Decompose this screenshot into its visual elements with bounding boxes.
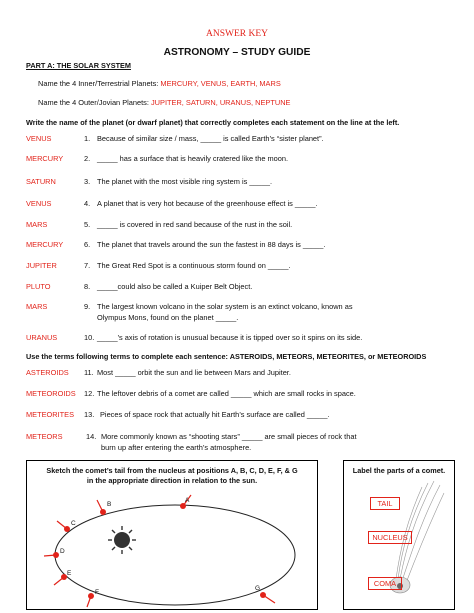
- answer-4: VENUS: [26, 199, 52, 208]
- answer-7: JUPITER: [26, 261, 57, 270]
- question-9-number: 9.: [84, 302, 91, 311]
- question-6-number: 6.: [84, 240, 91, 249]
- answer-1: VENUS: [26, 134, 52, 143]
- position-d-label: D: [60, 548, 65, 555]
- answer-6: MERCURY: [26, 240, 64, 249]
- question-1-number: 1.: [84, 134, 91, 143]
- answer-9: MARS: [26, 302, 48, 311]
- question-2-number: 2.: [84, 154, 91, 163]
- tail-e: [54, 577, 64, 585]
- question-5-number: 5.: [84, 220, 91, 229]
- question-5-text: _____ is covered in red sand because of the rust in the soil.: [97, 220, 293, 229]
- question-14-number: 14.: [86, 432, 97, 441]
- question-3-text: The planet with the most visible ring system is _____.: [97, 177, 272, 186]
- answer-5: MARS: [26, 220, 48, 229]
- answer-13: METEORITES: [26, 410, 75, 419]
- label-tail: TAIL: [370, 497, 400, 510]
- label-coma: COMA: [368, 577, 402, 590]
- answer-11: ASTEROIDS: [26, 368, 69, 377]
- part-a-heading: PART A: THE SOLAR SYSTEM: [26, 61, 131, 70]
- inner-planets-line: [38, 79, 281, 88]
- comet-parts-box: [343, 460, 455, 610]
- comet-parts-instruction: Label the parts of a comet.: [352, 466, 446, 475]
- question-7-number: 7.: [84, 261, 91, 270]
- question-10-number: 10.: [84, 333, 95, 342]
- tail-c: [57, 521, 67, 529]
- question-11-text: Most _____ orbit the sun and lie between Mars and Jupiter.: [97, 368, 291, 377]
- comet-orbit-instruction: [27, 466, 317, 486]
- position-b-label: B: [107, 501, 112, 508]
- position-e-label: E: [67, 570, 72, 577]
- question-7-text: The Great Red Spot is a continuous storm found on _____.: [97, 261, 291, 270]
- question-1-text: Because of similar size / mass, _____ is called Earth’s “sister planet”.: [97, 134, 324, 143]
- question-9-text-line2: Olympus Mons, found on the planet _____.: [97, 313, 239, 322]
- question-2-text: _____ has a surface that is heavily cratered like the moon.: [97, 154, 289, 163]
- question-8-number: 8.: [84, 282, 91, 291]
- tail-g: [263, 595, 275, 603]
- position-g-label: G: [255, 585, 261, 592]
- position-a-label: A: [185, 497, 190, 504]
- answer-12: METEOROIDS: [26, 389, 76, 398]
- outer-planets-answer: JUPITER, SATURN, URANUS, NEPTUNE: [150, 98, 291, 107]
- outer-planets-prompt: Name the 4 Outer/Jovian Planets:: [38, 98, 151, 107]
- question-13-text: Pieces of space rock that actually hit Earth’s surface are called _____.: [100, 410, 330, 419]
- question-12-text: The leftover debris of a comet are called _____ which are small rocks in space.: [97, 389, 356, 398]
- question-14-text-line2: burn up after entering the earth’s atmosphere.: [101, 443, 252, 452]
- comet-orbit-instruction-line1: Sketch the comet’s tail from the nucleus at positions A, B, C, D, E, F, & G: [46, 466, 298, 475]
- section1-instruction: Write the name of the planet (or dwarf planet) that correctly completes each statement on the line at the left.: [26, 118, 400, 127]
- question-14-text: More commonly known as “shooting stars” _____ are small pieces of rock that: [101, 432, 357, 441]
- question-11-number: 11.: [84, 368, 94, 377]
- question-13-number: 13.: [84, 410, 95, 419]
- question-4-text: A planet that is very hot because of the greenhouse effect is _____.: [97, 199, 318, 208]
- page-title: ASTRONOMY – STUDY GUIDE: [163, 47, 311, 58]
- answer-10: URANUS: [26, 333, 58, 342]
- answer-14: METEORS: [26, 432, 63, 441]
- question-4-number: 4.: [84, 199, 91, 208]
- position-c-label: C: [71, 520, 76, 527]
- question-8-text: _____could also be called a Kuiper Belt Object.: [97, 282, 253, 291]
- inner-planets-prompt: Name the 4 Inner/Terrestrial Planets:: [38, 79, 161, 88]
- answer-8: PLUTO: [26, 282, 51, 291]
- label-nucleus: NUCLEUS: [368, 531, 412, 544]
- position-f-label: F: [95, 589, 99, 596]
- answer-3: SATURN: [26, 177, 56, 186]
- question-6-text: The planet that travels around the sun the fastest in 88 days is _____.: [97, 240, 326, 249]
- comet-orbit-instruction-line2: in the appropriate direction in relation to the sun.: [86, 476, 258, 485]
- question-3-number: 3.: [84, 177, 91, 186]
- answer-key-label: ANSWER KEY: [205, 29, 268, 39]
- question-12-number: 12.: [84, 389, 95, 398]
- outer-planets-line: [38, 98, 290, 107]
- comet-orbit-box: [26, 460, 318, 610]
- answer-2: MERCURY: [26, 154, 64, 163]
- tail-b: [97, 500, 103, 512]
- section2-instruction: Use the terms following terms to complete each sentence: ASTEROIDS, METEORS, METEORITES, or METEOROIDS: [26, 352, 427, 361]
- sun-icon: [108, 526, 136, 554]
- inner-planets-answer: MERCURY, VENUS, EARTH, MARS: [160, 79, 281, 88]
- comet-orbit-diagram: [27, 489, 317, 609]
- question-9-text: The largest known volcano in the solar system is an extinct volcano, known as: [97, 302, 353, 311]
- question-10-text: _____’s axis of rotation is unusual because it is tipped over so it spins on its side.: [97, 333, 363, 342]
